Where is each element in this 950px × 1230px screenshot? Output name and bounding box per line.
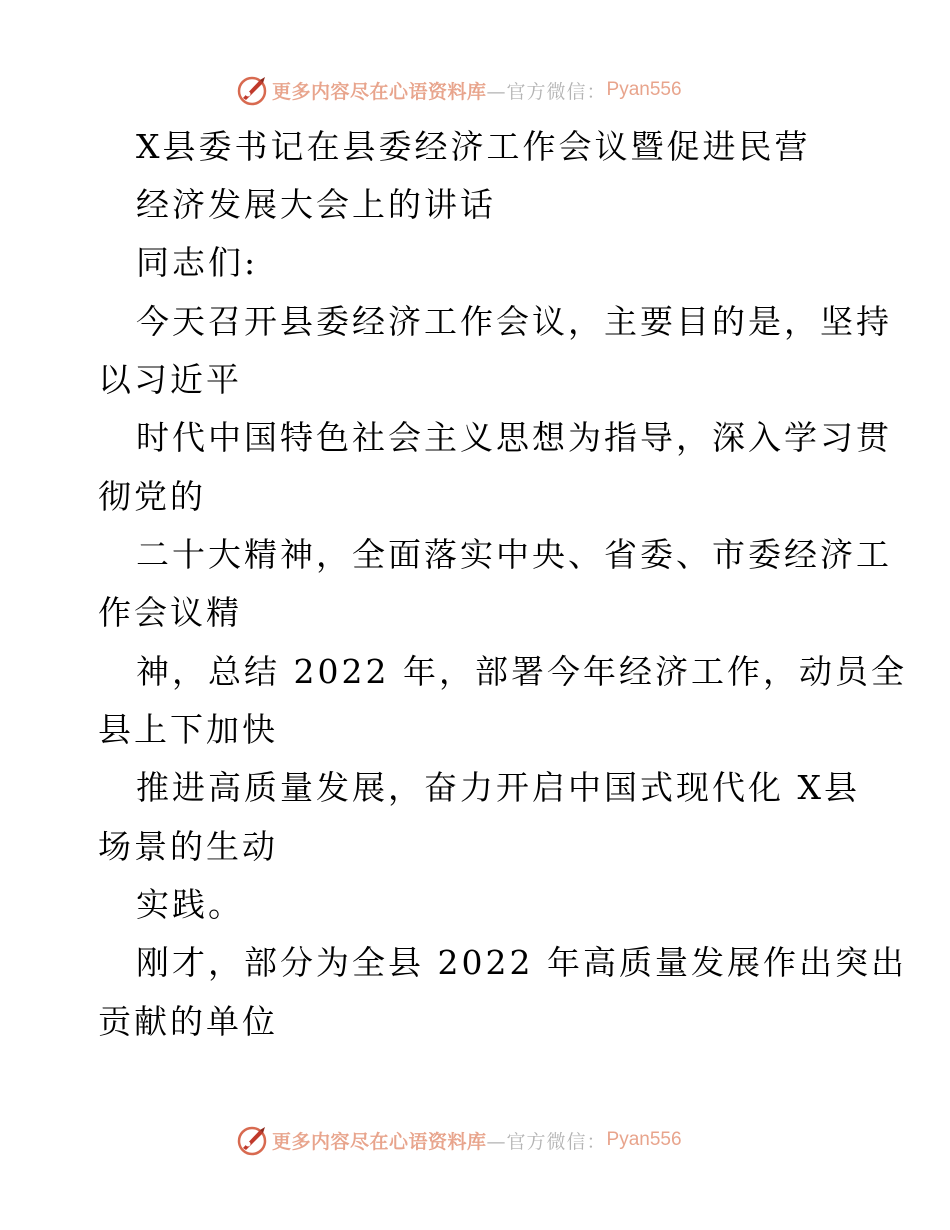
body-line: 二十大精神，全面落实中央、省委、市委经济工	[136, 535, 892, 574]
footer-watermark-banner	[236, 1123, 682, 1157]
banner-sub-text: —官方微信：	[486, 1130, 607, 1153]
body-line: 贡献的单位	[98, 1002, 278, 1041]
doc-title-line-2: 经济发展大会上的讲话	[136, 185, 496, 224]
quill-pen-logo-icon	[236, 1124, 268, 1156]
body-line: 今天召开县委经济工作会议，主要目的是，坚持	[136, 302, 892, 341]
banner-wechat-id: Pyan556	[606, 79, 682, 100]
banner-main-text: 更多内容尽在心语资料库	[272, 1130, 487, 1153]
body-line: 时代中国特色社会主义思想为指导，深入学习贯	[136, 418, 892, 457]
body-line: 实践。	[136, 885, 244, 924]
body-line: 以习近平	[98, 360, 242, 399]
body-line: 场景的生动	[98, 827, 278, 866]
doc-title-line-1: X县委书记在县委经济工作会议暨促进民营	[136, 127, 811, 166]
body-line: 刚才，部分为全县 2022 年高质量发展作出突出	[136, 943, 907, 982]
salutation: 同志们:	[136, 243, 259, 282]
header-watermark-banner	[236, 73, 682, 107]
body-line: 作会议精	[98, 593, 242, 632]
banner-wechat-id: Pyan556	[606, 1129, 682, 1150]
body-line: 推进高质量发展，奋力开启中国式现代化 X县	[136, 768, 860, 807]
body-line: 彻党的	[98, 477, 206, 516]
banner-sub-text: —官方微信：	[486, 80, 607, 103]
body-line: 神，总结 2022 年，部署今年经济工作，动员全	[136, 652, 907, 691]
banner-main-text: 更多内容尽在心语资料库	[272, 80, 487, 103]
body-line: 县上下加快	[98, 710, 278, 749]
quill-pen-logo-icon	[236, 74, 268, 106]
